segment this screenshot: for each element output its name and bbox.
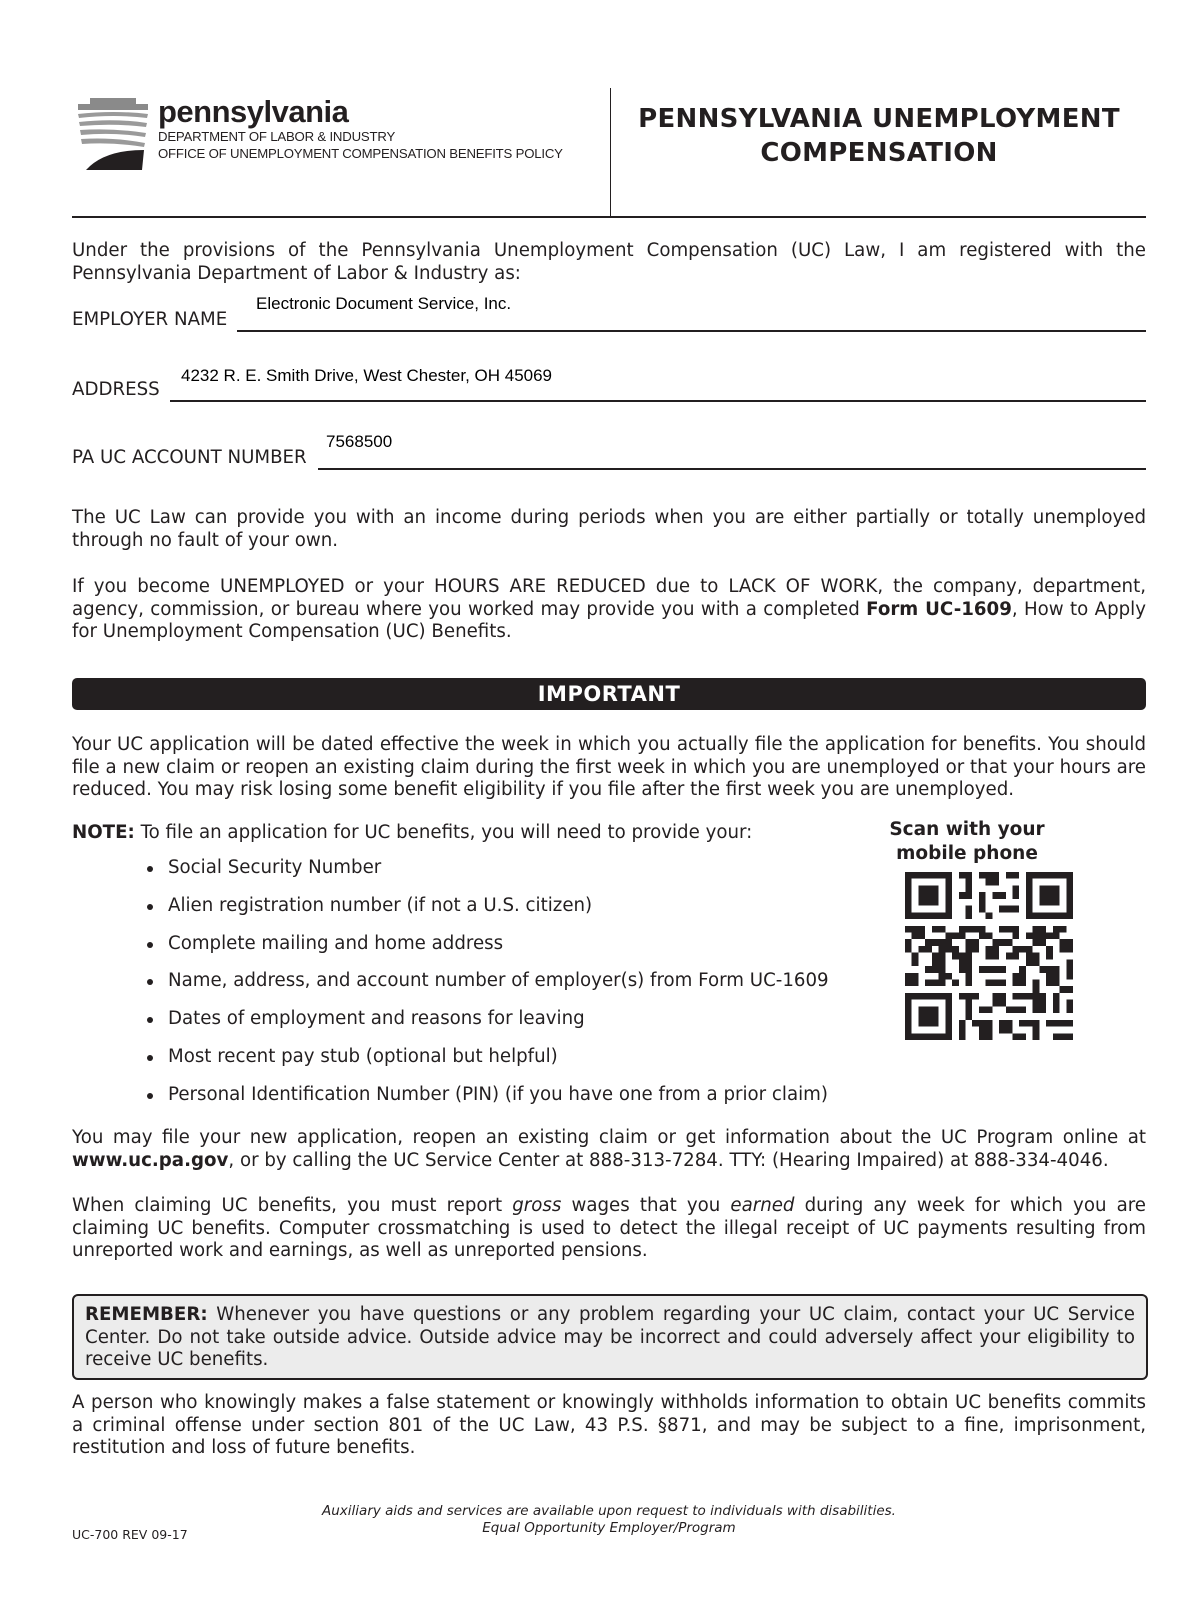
title-line-2: COMPENSATION	[760, 138, 998, 168]
form-uc-1609-reference: Form UC-1609	[866, 598, 1012, 620]
address-label: ADDRESS	[72, 379, 160, 400]
address-line	[170, 400, 1146, 402]
list-item: Dates of employment and reasons for leaving	[142, 1008, 829, 1046]
wages-gross: gross	[512, 1195, 562, 1216]
form-code: UC-700 REV 09-17	[72, 1527, 188, 1542]
requirements-list	[142, 857, 829, 1122]
income-paragraph: The UC Law can provide you with an income during periods when you are either partially or totally unemployed through no fault of your own.	[72, 507, 1146, 551]
important-banner: IMPORTANT	[72, 678, 1146, 710]
footer-notice	[222, 1503, 996, 1537]
unemployed-paragraph	[72, 576, 1146, 644]
note-label: NOTE:	[72, 822, 135, 843]
qr-caption-line-1: Scan with your	[889, 819, 1045, 840]
form-header	[72, 88, 1146, 218]
account-number-value[interactable]: 7568500	[326, 432, 393, 451]
employer-name-field[interactable]	[72, 292, 1146, 332]
contact-text: You may file your new application, reopen an existing claim or get information about the UC Program online at	[72, 1127, 1146, 1148]
logo-office: OFFICE OF UNEMPLOYMENT COMPENSATION BENEFITS POLICY	[158, 146, 563, 161]
address-field[interactable]	[72, 362, 1146, 402]
page-title	[612, 102, 1146, 170]
account-number-field[interactable]	[72, 430, 1146, 470]
logo-department: DEPARTMENT OF LABOR & INDUSTRY	[158, 129, 396, 144]
remember-text: Whenever you have questions or any problem regarding your UC claim, contact your UC Service Center. Do not take outside advice. Outside advice may be incorrect and could adversely affect your eligibility to receive UC benefits.	[85, 1304, 1135, 1370]
employer-name-line	[237, 330, 1146, 332]
wages-text-1: When claiming UC benefits, you must report	[72, 1195, 513, 1216]
logo-text	[158, 96, 563, 162]
employer-name-value[interactable]: Electronic Document Service, Inc.	[256, 294, 512, 313]
list-item: Complete mailing and home address	[142, 933, 829, 971]
list-item: Social Security Number	[142, 857, 829, 895]
account-number-label: PA UC ACCOUNT NUMBER	[72, 447, 307, 468]
qr-caption	[882, 818, 1052, 866]
unemployed-text: If you become UNEMPLOYED or your HOURS ARE REDUCED due to LACK OF WORK, the company, department, agency, commission, or bureau where you worked may provide you with a completed	[72, 576, 1146, 620]
wages-text-2: wages that you	[561, 1195, 731, 1216]
address-value[interactable]: 4232 R. E. Smith Drive, West Chester, OH 45069	[181, 366, 553, 385]
wages-text-3: during any week for which you are claiming UC benefits. Computer crossmatching is used to detect the illegal receipt of UC payments resulting from unreported work and earnings, as well as unreported pensions.	[72, 1195, 1146, 1261]
header-divider	[610, 88, 611, 216]
contact-paragraph	[72, 1127, 1146, 1172]
contact-phone-text: , or by calling the UC Service Center at 888-313-7284. TTY: (Hearing Impaired) at 888-334-4046.	[228, 1149, 1109, 1171]
logo-wordmark: pennsylvania	[158, 94, 349, 129]
employer-name-label: EMPLOYER NAME	[72, 309, 228, 330]
wages-earned: earned	[730, 1195, 795, 1216]
eeo-text: Equal Opportunity Employer/Program	[482, 1520, 736, 1536]
qr-caption-line-2: mobile phone	[896, 843, 1038, 864]
qr-code-icon[interactable]	[905, 872, 1073, 1040]
note-paragraph	[72, 822, 832, 845]
title-line-1: PENNSYLVANIA UNEMPLOYMENT	[638, 104, 1120, 134]
remember-label: REMEMBER:	[85, 1304, 208, 1325]
keystone-logo-icon	[74, 98, 152, 170]
note-text: To file an application for UC benefits, you will need to provide your:	[134, 822, 753, 843]
intro-paragraph: Under the provisions of the Pennsylvania Unemployment Compensation (UC) Law, I am registered with the Pennsylvania Department of Labor & Industry as:	[72, 240, 1146, 284]
list-item: Most recent pay stub (optional but helpful)	[142, 1046, 829, 1084]
list-item: Name, address, and account number of employer(s) from Form UC-1609	[142, 970, 829, 1008]
unemployed-text-end: , How to Apply for Unemployment Compensation (UC) Benefits.	[72, 598, 1146, 642]
penalty-paragraph: A person who knowingly makes a false statement or knowingly withholds information to obtain UC benefits commits a criminal offense under section 801 of the UC Law, 43 P.S. §871, and may be subject to a fine, imprisonment, restitution and loss of future benefits.	[72, 1392, 1146, 1458]
remember-box	[72, 1294, 1148, 1380]
important-paragraph: Your UC application will be dated effective the week in which you actually file the application for benefits. You should file a new claim or reopen an existing claim during the first week in which you are unemployed or that your hours are reduced. You may risk losing some benefit eligibility if you file after the first week you are unemployed.	[72, 734, 1146, 800]
uc-website-link[interactable]: www.uc.pa.gov	[72, 1149, 229, 1171]
list-item: Alien registration number (if not a U.S. citizen)	[142, 895, 829, 933]
auxiliary-aids-text: Auxiliary aids and services are available upon request to individuals with disabilities.	[322, 1503, 896, 1519]
account-number-line	[318, 468, 1146, 470]
list-item: Personal Identification Number (PIN) (if you have one from a prior claim)	[142, 1084, 829, 1122]
wages-paragraph	[72, 1195, 1146, 1263]
